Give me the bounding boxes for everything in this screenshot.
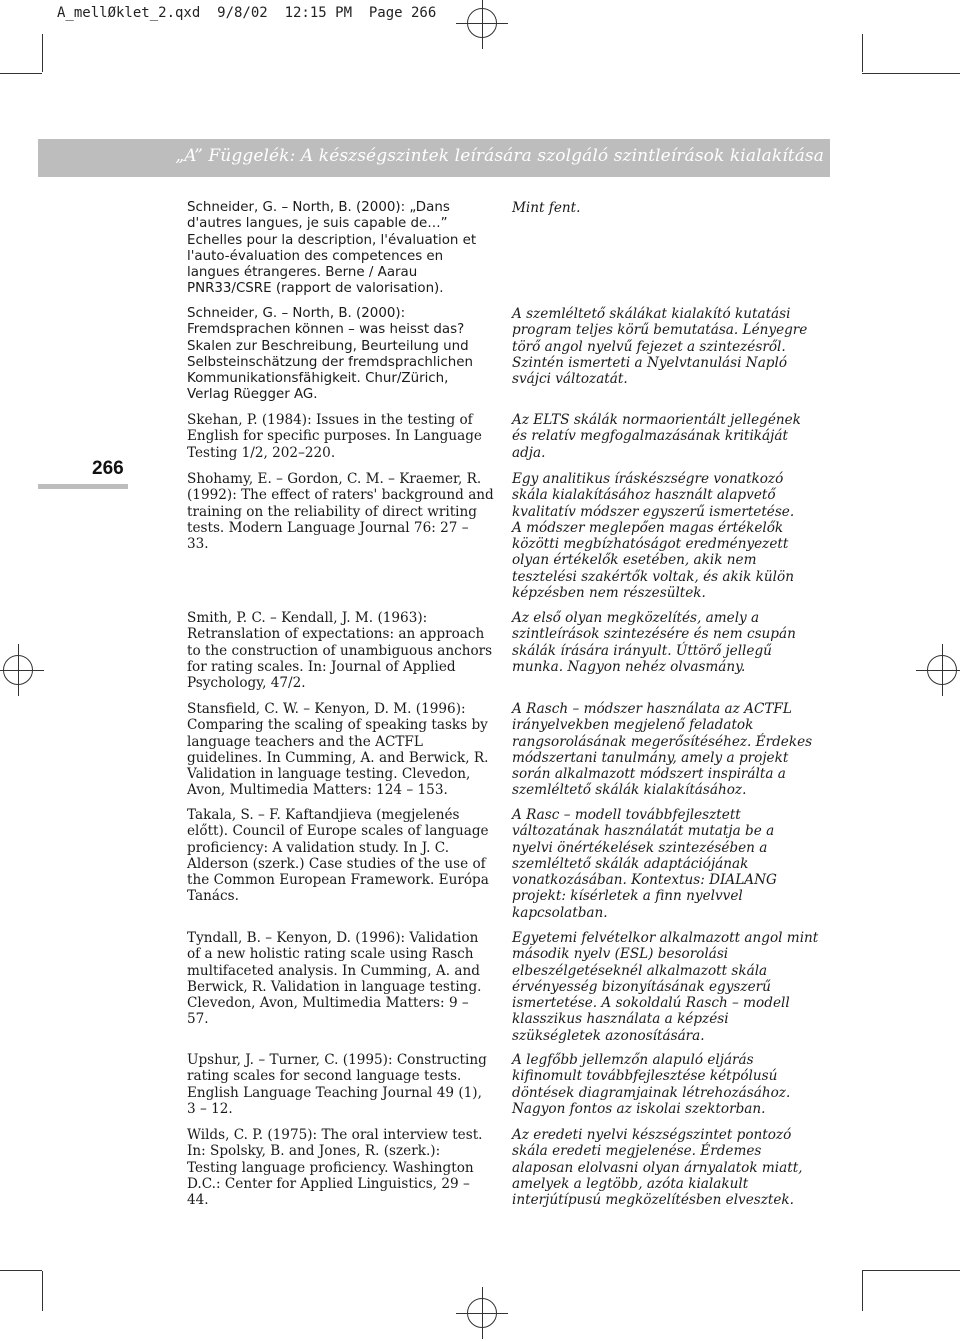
annotation-text: A Rasch – módszer használata az ACTFL irányelvekben megjelenő feladatok rangsorolásának megerősítéséhez. Érdekes módszertani tanulmány, amely a projekt során alkalmazott módszert inspirálta a szemléltető skálák kialakításához. (512, 701, 813, 799)
reference-text: Upshur, J. – Turner, C. (1995): Constructing rating scales for second language tests. English Language Teaching Journal 49 (1), 3 – 12. (187, 1052, 487, 1117)
annotation-text: Egyetemi felvételkor alkalmazott angol mint második nyelv (ESL) besorolási elbeszélgetéseknél alkalmazott skála érvényesség bizonyításának egyszerű ismertetése. A sokoldalú Rasch – modell klasszikus használata a képzési szükségletek azonosítására. (512, 930, 819, 1044)
running-head-band (38, 139, 830, 177)
reference-text: Skehan, P. (1984): Issues in the testing of English for specific purposes. In Language Testing 1/2, 202–220. (187, 412, 482, 461)
annotation-text: Az eredeti nyelvi készségszintet pontozó skála eredeti megjelenése. Érdemes alaposan elolvasni olyan árnyalatok miatt, amelyek a legtöbb, azóta kialakult interjútípusú megközelítésben elvesztek. (512, 1127, 803, 1209)
annotation-text: Mint fent. (512, 200, 581, 216)
printer-slug: A_mellØklet_2.qxd 9/8/02 12:15 PM Page 266 (57, 5, 437, 21)
crop-mark (862, 34, 863, 72)
reference-text: Wilds, C. P. (1975): The oral interview test. In: Spolsky, B. and Jones, R. (szerk.): Testing language proficiency. Washington D.C.: Center for Applied Linguistics, 29 – 44. (187, 1127, 483, 1209)
annotation-text: A szemléltető skálákat kialakító kutatási program teljes körű bemutatása. Lényegre törő angol nyelvű fejezet a szintezésről. Szintén ismerteti a Nyelvtanulási Napló svájci változatát. (512, 306, 808, 388)
reference-text: Shohamy, E. – Gordon, C. M. – Kraemer, R. (1992): The effect of raters' background and training on the reliability of direct writing tests. Modern Language Journal 76: 27 – 33. (187, 471, 494, 553)
crop-mark (0, 73, 42, 74)
reference-text: Stansfield, C. W. – Kenyon, D. M. (1996): Comparing the scaling of speaking tasks by language teachers and the ACTFL guidelines. In Cumming, A. and Berwick, R. Validation in language testing. Clevedon, Avon, Multimedia Matters: 124 – 153. (187, 701, 489, 799)
annotation-text: Egy analitikus íráskészségre vonatkozó skála kialakításához használt alapvető kvalitatív módszer egyszerű ismertetése. A módszer meglepően magas értékelők közötti megbízhatóságot eredményezett olyan értékelők esetében, akik nem tesztelési szakértők voltak, és akik külön képzésben nem részesültek. (512, 471, 795, 602)
reference-text: Tyndall, B. – Kenyon, D. (1996): Validation of a new holistic rating scale using Rasch multifaceted analysis. In Cumming, A. and Berwick, R. Validation in language testing. Clevedon, Avon, Multimedia Matters: 9 – 57. (187, 930, 482, 1028)
crop-mark (42, 34, 43, 72)
reference-text: Schneider, G. – North, B. (2000): Fremdsprachen können – was heisst das? Skalen zur Beschreibung, Beurteilung und Selbsteinschätzung der fremdsprachlichen Kommunikationsfähigkeit. Chur/Zürich, Verlag Rüegger AG. (187, 306, 473, 403)
annotation-text: A legfőbb jellemzőn alapuló eljárás kifinomult továbbfejlesztése kétpólusú döntések diagramjainak létrehozásához. Nagyon fontos az iskolai szektorban. (512, 1052, 791, 1117)
reference-text: Takala, S. – F. Kaftandjieva (megjelenés előtt). Council of Europe scales of language proficiency: A validation study. In J. C. Alderson (szerk.) Case studies of the use of the Common European Framework. Európa Tanács. (187, 807, 489, 905)
crop-mark (0, 1270, 42, 1271)
reference-text: Smith, P. C. – Kendall, J. M. (1963): Retranslation of expectations: an approach to the construction of unambiguous anchors for rating scales. In: Journal of Applied Psychology, 47/2. (187, 610, 493, 692)
registration-mark-icon (3, 655, 33, 685)
registration-mark-icon (467, 8, 497, 38)
crop-mark (862, 1270, 960, 1271)
annotation-text: Az első olyan megközelítés, amely a szintleírások szintezésére és nem csupán skálák írására irányult. Úttörő jellegű munka. Nagyon nehéz olvasmány. (512, 610, 796, 675)
page-number-rule (38, 484, 128, 489)
page-number: 266 (92, 458, 124, 479)
crop-mark (42, 1271, 43, 1311)
running-head-title: „A” Függelék: A készségszintek leírására szolgáló szintleírások kialakítása (175, 146, 824, 166)
registration-mark-icon (467, 1298, 497, 1328)
crop-mark (862, 1271, 863, 1311)
annotation-text: Az ELTS skálák normaorientált jellegének és relatív megfogalmazásának kritikáját adja. (512, 412, 801, 461)
crop-mark (862, 73, 960, 74)
registration-mark-icon (927, 655, 957, 685)
annotation-text: A Rasc – modell továbbfejlesztett változatának használatát mutatja be a nyelvi önértékelések szintezésében a szemléltető skálák adaptációjának vonatkozásában. Kontextus: DIALANG projekt: kísérletek a finn nyelvvel kapcsolatban. (512, 807, 777, 921)
reference-text: Schneider, G. – North, B. (2000): „Dans d'autres langues, je suis capable de…” Echelles pour la description, l'évaluation et l'auto-évaluation des competences en langues étrangeres. Berne / Aarau PNR33/CSRE (rapport de valorisation). (187, 200, 477, 297)
